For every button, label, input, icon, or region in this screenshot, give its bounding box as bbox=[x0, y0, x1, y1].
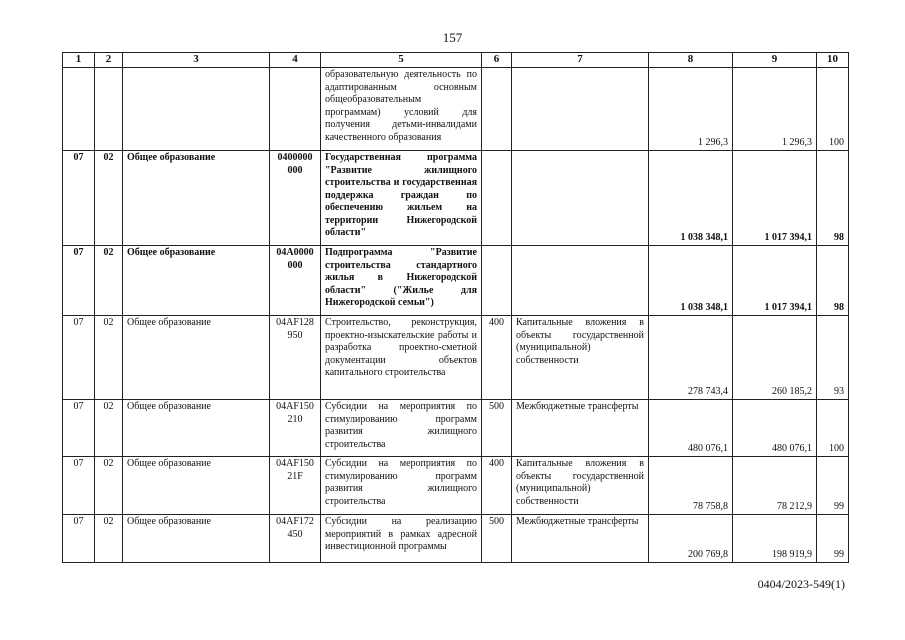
header-col-7: 7 bbox=[512, 53, 649, 68]
expense-type-code bbox=[482, 246, 512, 316]
target-article-code: 04АF150 210 bbox=[270, 400, 321, 457]
subsection-code: 02 bbox=[95, 151, 123, 246]
subsection-code bbox=[95, 68, 123, 151]
expense-type-name: Капитальные вложения в объекты государственной (муниципальной) собственности bbox=[512, 316, 649, 400]
item-description: Субсидии на мероприятия по стимулированию программ развития жилищного строительства bbox=[321, 457, 482, 515]
section-name: Общее образование bbox=[123, 151, 270, 246]
actual-amount: 198 919,9 bbox=[733, 515, 817, 563]
expense-type-name: Межбюджетные трансферты bbox=[512, 515, 649, 563]
header-col-9: 9 bbox=[733, 53, 817, 68]
section-name: Общее образование bbox=[123, 515, 270, 563]
header-col-5: 5 bbox=[321, 53, 482, 68]
table-row bbox=[63, 68, 849, 151]
target-article-code: 04АF128 950 bbox=[270, 316, 321, 400]
expense-type-name bbox=[512, 246, 649, 316]
table-row bbox=[63, 457, 849, 515]
planned-amount: 1 038 348,1 bbox=[649, 246, 733, 316]
subsection-code: 02 bbox=[95, 457, 123, 515]
execution-percent: 98 bbox=[817, 246, 849, 316]
header-col-3: 3 bbox=[123, 53, 270, 68]
header-col-6: 6 bbox=[482, 53, 512, 68]
expense-type-name bbox=[512, 68, 649, 151]
execution-percent: 98 bbox=[817, 151, 849, 246]
expense-type-code bbox=[482, 151, 512, 246]
execution-percent: 93 bbox=[817, 316, 849, 400]
document-code: 0404/2023-549(1) bbox=[757, 577, 845, 591]
item-description: Субсидии на мероприятия по стимулированию программ развития жилищного строительства bbox=[321, 400, 482, 457]
target-article-code: 04АF150 21F bbox=[270, 457, 321, 515]
section-code: 07 bbox=[63, 457, 95, 515]
actual-amount: 1 017 394,1 bbox=[733, 246, 817, 316]
execution-percent: 100 bbox=[817, 400, 849, 457]
subsection-code: 02 bbox=[95, 246, 123, 316]
table-row bbox=[63, 316, 849, 400]
subsection-code: 02 bbox=[95, 316, 123, 400]
page-number: 157 bbox=[442, 30, 463, 45]
table-header-row bbox=[63, 53, 849, 68]
section-code: 07 bbox=[63, 316, 95, 400]
planned-amount: 200 769,8 bbox=[649, 515, 733, 563]
header-col-8: 8 bbox=[649, 53, 733, 68]
header-col-10: 10 bbox=[817, 53, 849, 68]
section-name: Общее образование bbox=[123, 457, 270, 515]
table-row bbox=[63, 515, 849, 563]
item-description: образовательную деятельность по адаптированным основным общеобразовательным программам) условий для получения детьми-инвалидами качественного образования bbox=[321, 68, 482, 151]
planned-amount: 1 038 348,1 bbox=[649, 151, 733, 246]
target-article-code bbox=[270, 68, 321, 151]
planned-amount: 1 296,3 bbox=[649, 68, 733, 151]
table-row bbox=[63, 400, 849, 457]
execution-percent: 99 bbox=[817, 515, 849, 563]
expense-type-name: Капитальные вложения в объекты государственной (муниципальной) собственности bbox=[512, 457, 649, 515]
table-row bbox=[63, 151, 849, 246]
section-code: 07 bbox=[63, 246, 95, 316]
section-name bbox=[123, 68, 270, 151]
section-code bbox=[63, 68, 95, 151]
target-article-code: 04А0000 000 bbox=[270, 246, 321, 316]
header-col-4: 4 bbox=[270, 53, 321, 68]
item-description: Государственная программа "Развитие жилищного строительства и государственная поддержка граждан по обеспечению жильем на территории Нижегородской области" bbox=[321, 151, 482, 246]
header-col-1: 1 bbox=[63, 53, 95, 68]
section-name: Общее образование bbox=[123, 316, 270, 400]
actual-amount: 78 212,9 bbox=[733, 457, 817, 515]
execution-percent: 99 bbox=[817, 457, 849, 515]
header-col-2: 2 bbox=[95, 53, 123, 68]
execution-percent: 100 bbox=[817, 68, 849, 151]
planned-amount: 78 758,8 bbox=[649, 457, 733, 515]
expense-type-name: Межбюджетные трансферты bbox=[512, 400, 649, 457]
planned-amount: 480 076,1 bbox=[649, 400, 733, 457]
subsection-code: 02 bbox=[95, 400, 123, 457]
section-name: Общее образование bbox=[123, 246, 270, 316]
target-article-code: 04АF172 450 bbox=[270, 515, 321, 563]
actual-amount: 480 076,1 bbox=[733, 400, 817, 457]
actual-amount: 1 296,3 bbox=[733, 68, 817, 151]
expense-type-code: 500 bbox=[482, 400, 512, 457]
item-description: Подпрограмма "Развитие строительства стандартного жилья в Нижегородской области" ("Жилье для Нижегородской семьи") bbox=[321, 246, 482, 316]
actual-amount: 1 017 394,1 bbox=[733, 151, 817, 246]
item-description: Строительство, реконструкция, проектно-изыскательские работы и разработка проектно-сметной документации объектов капитального строительства bbox=[321, 316, 482, 400]
section-code: 07 bbox=[63, 515, 95, 563]
subsection-code: 02 bbox=[95, 515, 123, 563]
section-code: 07 bbox=[63, 400, 95, 457]
expense-type-code: 500 bbox=[482, 515, 512, 563]
expense-type-code bbox=[482, 68, 512, 151]
table-row bbox=[63, 246, 849, 316]
section-name: Общее образование bbox=[123, 400, 270, 457]
target-article-code: 0400000 000 bbox=[270, 151, 321, 246]
section-code: 07 bbox=[63, 151, 95, 246]
expense-type-code: 400 bbox=[482, 316, 512, 400]
expense-type-code: 400 bbox=[482, 457, 512, 515]
item-description: Субсидии на реализацию мероприятий в рамках адресной инвестиционной программы bbox=[321, 515, 482, 563]
actual-amount: 260 185,2 bbox=[733, 316, 817, 400]
expense-type-name bbox=[512, 151, 649, 246]
planned-amount: 278 743,4 bbox=[649, 316, 733, 400]
budget-table bbox=[62, 52, 849, 563]
table-body bbox=[63, 68, 849, 563]
